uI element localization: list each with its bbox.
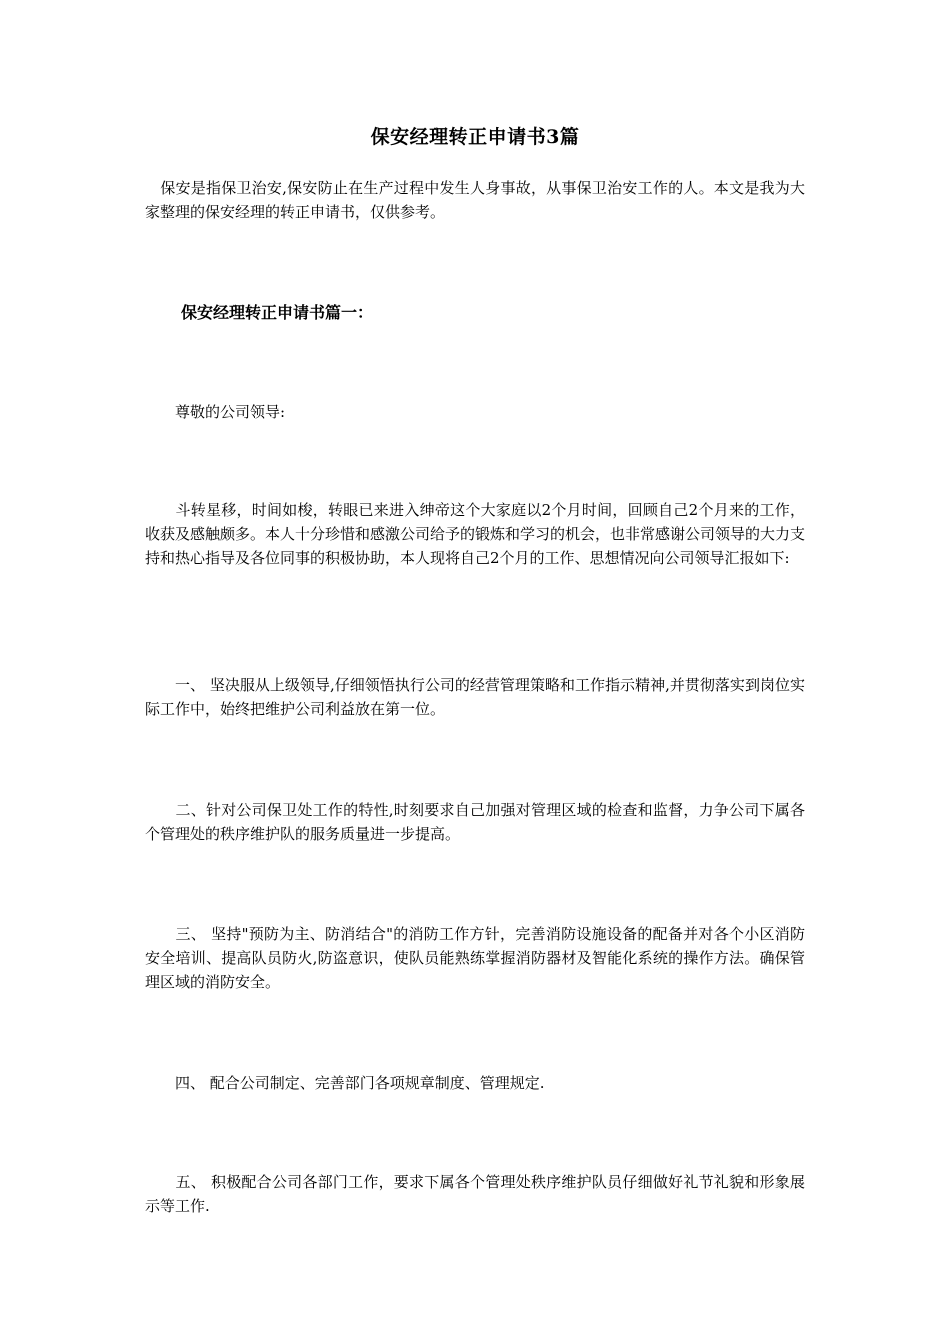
body-paragraph-2: 一、 坚决服从上级领导,仔细领悟执行公司的经营管理策略和工作指示精神,并贯彻落实到岗位实际工作中，始终把维护公司利益放在第一位。	[145, 676, 805, 718]
document-title: 保安经理转正申请书3篇	[370, 126, 580, 148]
section-heading: 保安经理转正申请书篇一：	[181, 303, 374, 322]
salutation: 尊敬的公司领导:	[145, 403, 286, 421]
body-paragraph-6: 五、 积极配合公司各部门工作，要求下属各个管理处秩序维护队员仔细做好礼节礼貌和形象展示等工作.	[145, 1173, 805, 1215]
body-paragraph-4: 三、 坚持"预防为主、防消结合"的消防工作方针，完善消防设施设备的配备并对各个小区消防安全培训、提高队员防火,防盗意识，使队员能熟练掌握消防器材及智能化系统的操作方法。确保管理区域的消防安全。	[145, 925, 805, 991]
intro-paragraph: 保安是指保卫治安,保安防止在生产过程中发生人身事故，从事保卫治安工作的人。本文是我为大家整理的保安经理的转正申请书，仅供参考。	[145, 179, 805, 221]
body-paragraph-3: 二、针对公司保卫处工作的特性,时刻要求自己加强对管理区域的检查和监督，力争公司下属各个管理处的秩序维护队的服务质量进一步提高。	[145, 801, 805, 843]
body-paragraph-5: 四、 配合公司制定、完善部门各项规章制度、管理规定.	[145, 1074, 545, 1092]
body-paragraph-1: 斗转星移，时间如梭，转眼已来进入绅帝这个大家庭以2个月时间，回顾自己2个月来的工作，收获及感触颇多。本人十分珍惜和感激公司给予的锻炼和学习的机会，也非常感谢公司领导的大力支持和热心指导及各位同事的积极协助，本人现将自己2个月的工作、思想情况向公司领导汇报如下:	[145, 501, 806, 567]
